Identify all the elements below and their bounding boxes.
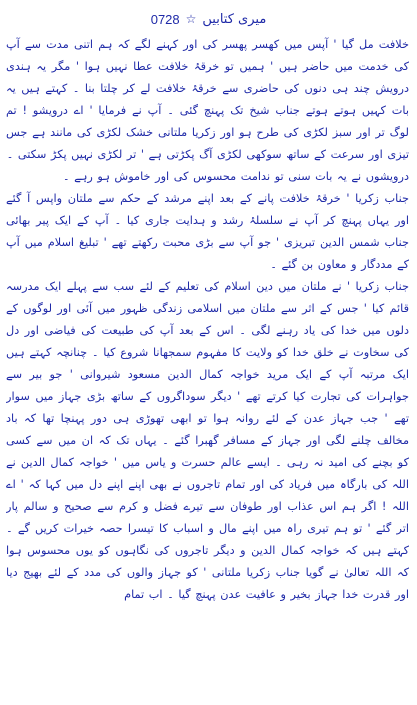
page-number: 0728 bbox=[150, 11, 180, 27]
paragraph: جناب زکریا ' خرقۂ خلافت پانے کے بعد اپنے مرشد کے حکم سے ملتان واپس آ گئے اور یہاں پہنچ کر آپ نے سلسلۂ رشد و ہدایت جاری کیا ۔ آپ کے ایک پیر بھائی جناب شمس الدین تبریزی ' جو آپ سے بڑی محبت رکھتے تھے ' تبلیغ اسلام میں آپ کے مددگار و معاون بن گئے ۔ bbox=[6, 192, 409, 271]
paragraph: جناب زکریا ' نے ملتان میں دین اسلام کی تعلیم کے لئے سب سے پہلے ایک مدرسہ قائم کیا ' جس کے اثر سے ملتان میں اسلامی زندگی ظہور میں آئی اور لوگوں کے دلوں میں خدا کی یاد رہنے لگی ۔ اس کے بعد آپ کی طبیعت کی فیاضی اور دل کی سخاوت نے خلق خدا کو ولایت کا مفہوم سمجھانا شروع کیا ۔ چنانچہ کہتے ہیں ایک مرتبہ آپ کے ایک مرید خواجہ کمال الدین مسعود شیروانی ' جو بیر سے جواہرات کی تجارت کیا کرتے تھے ' دیگر سوداگروں کے ساتھ بڑی جہاز میں سوار تھے ' جب جہاز عدن کے لئے روانہ ہوا تو ابھی تھوڑی ہی دور پہنچا تھا کہ باد مخالف چلنے لگی اور جہاز کے مسافر گھبرا گئے ۔ یہاں تک کہ ان میں سے کسی کو بچنے کی امید نہ رہی ۔ ایسے عالم حسرت و یاس میں ' خواجہ کمال الدین نے اللہ کی بارگاہ میں فریاد کی اور تمام تاجروں نے بھی اپنے اپنے دل میں کہا کہ ' اے اللہ ! اگر ہم اس عذاب اور طوفان سے تیرے فضل و کرم سے صحیح و سالم پار اتر گئے ' تو ہم تیری راہ میں اپنے مال و اسباب کا تیسرا حصہ خیرات کریں گے ۔ کہتے ہیں کہ خواجہ کمال الدین و دیگر تاجروں کی نگاہوں کو یوں محسوس ہوا کہ اللہ تعالیٰ نے گویا جناب زکریا ملتانی ' کو جہاز والوں کی مدد کے لئے بھیج دیا اور قدرت خدا جہاز بخیر و عافیت عدن پہنچ گیا ۔ اب تمام bbox=[6, 280, 409, 601]
paragraph: درویشوں نے یہ بات سنی تو ندامت محسوس کی اور خاموش ہو رہے ۔ bbox=[62, 170, 409, 183]
page-header bbox=[0, 6, 417, 32]
book-title: میری کتابیں bbox=[202, 11, 267, 27]
star-icon: ☆ bbox=[185, 12, 197, 26]
paragraph: خلافت مل گیا ' آپس میں کھسر پھسر کی اور کہنے لگے کہ ہم اتنی مدت سے آپ کی خدمت میں حاضر ہیں ' ہمیں تو خرقۂ خلافت عطا نہیں ہوا ' مگر یہ ہندی درویش چند ہی دنوں کی حاضری سے خرقۂ خلافت لے کر چلتا بنا ۔ کہتے ہیں یہ بات کہیں ہوتے ہوتے جناب شیخ تک پہنچ گئی ۔ آپ نے فرمایا ' اے درویشو ! تم لوگ تر اور سبز لکڑی کی طرح ہو اور زکریا ملتانی خشک لکڑی کی مانند ہے جس تیزی اور سرعت کے ساتھ سوکھی لکڑی آگ پکڑتی ہے ' تر لکڑی نہیں پکڑ سکتی ۔ bbox=[6, 38, 409, 161]
article-body bbox=[6, 34, 409, 701]
